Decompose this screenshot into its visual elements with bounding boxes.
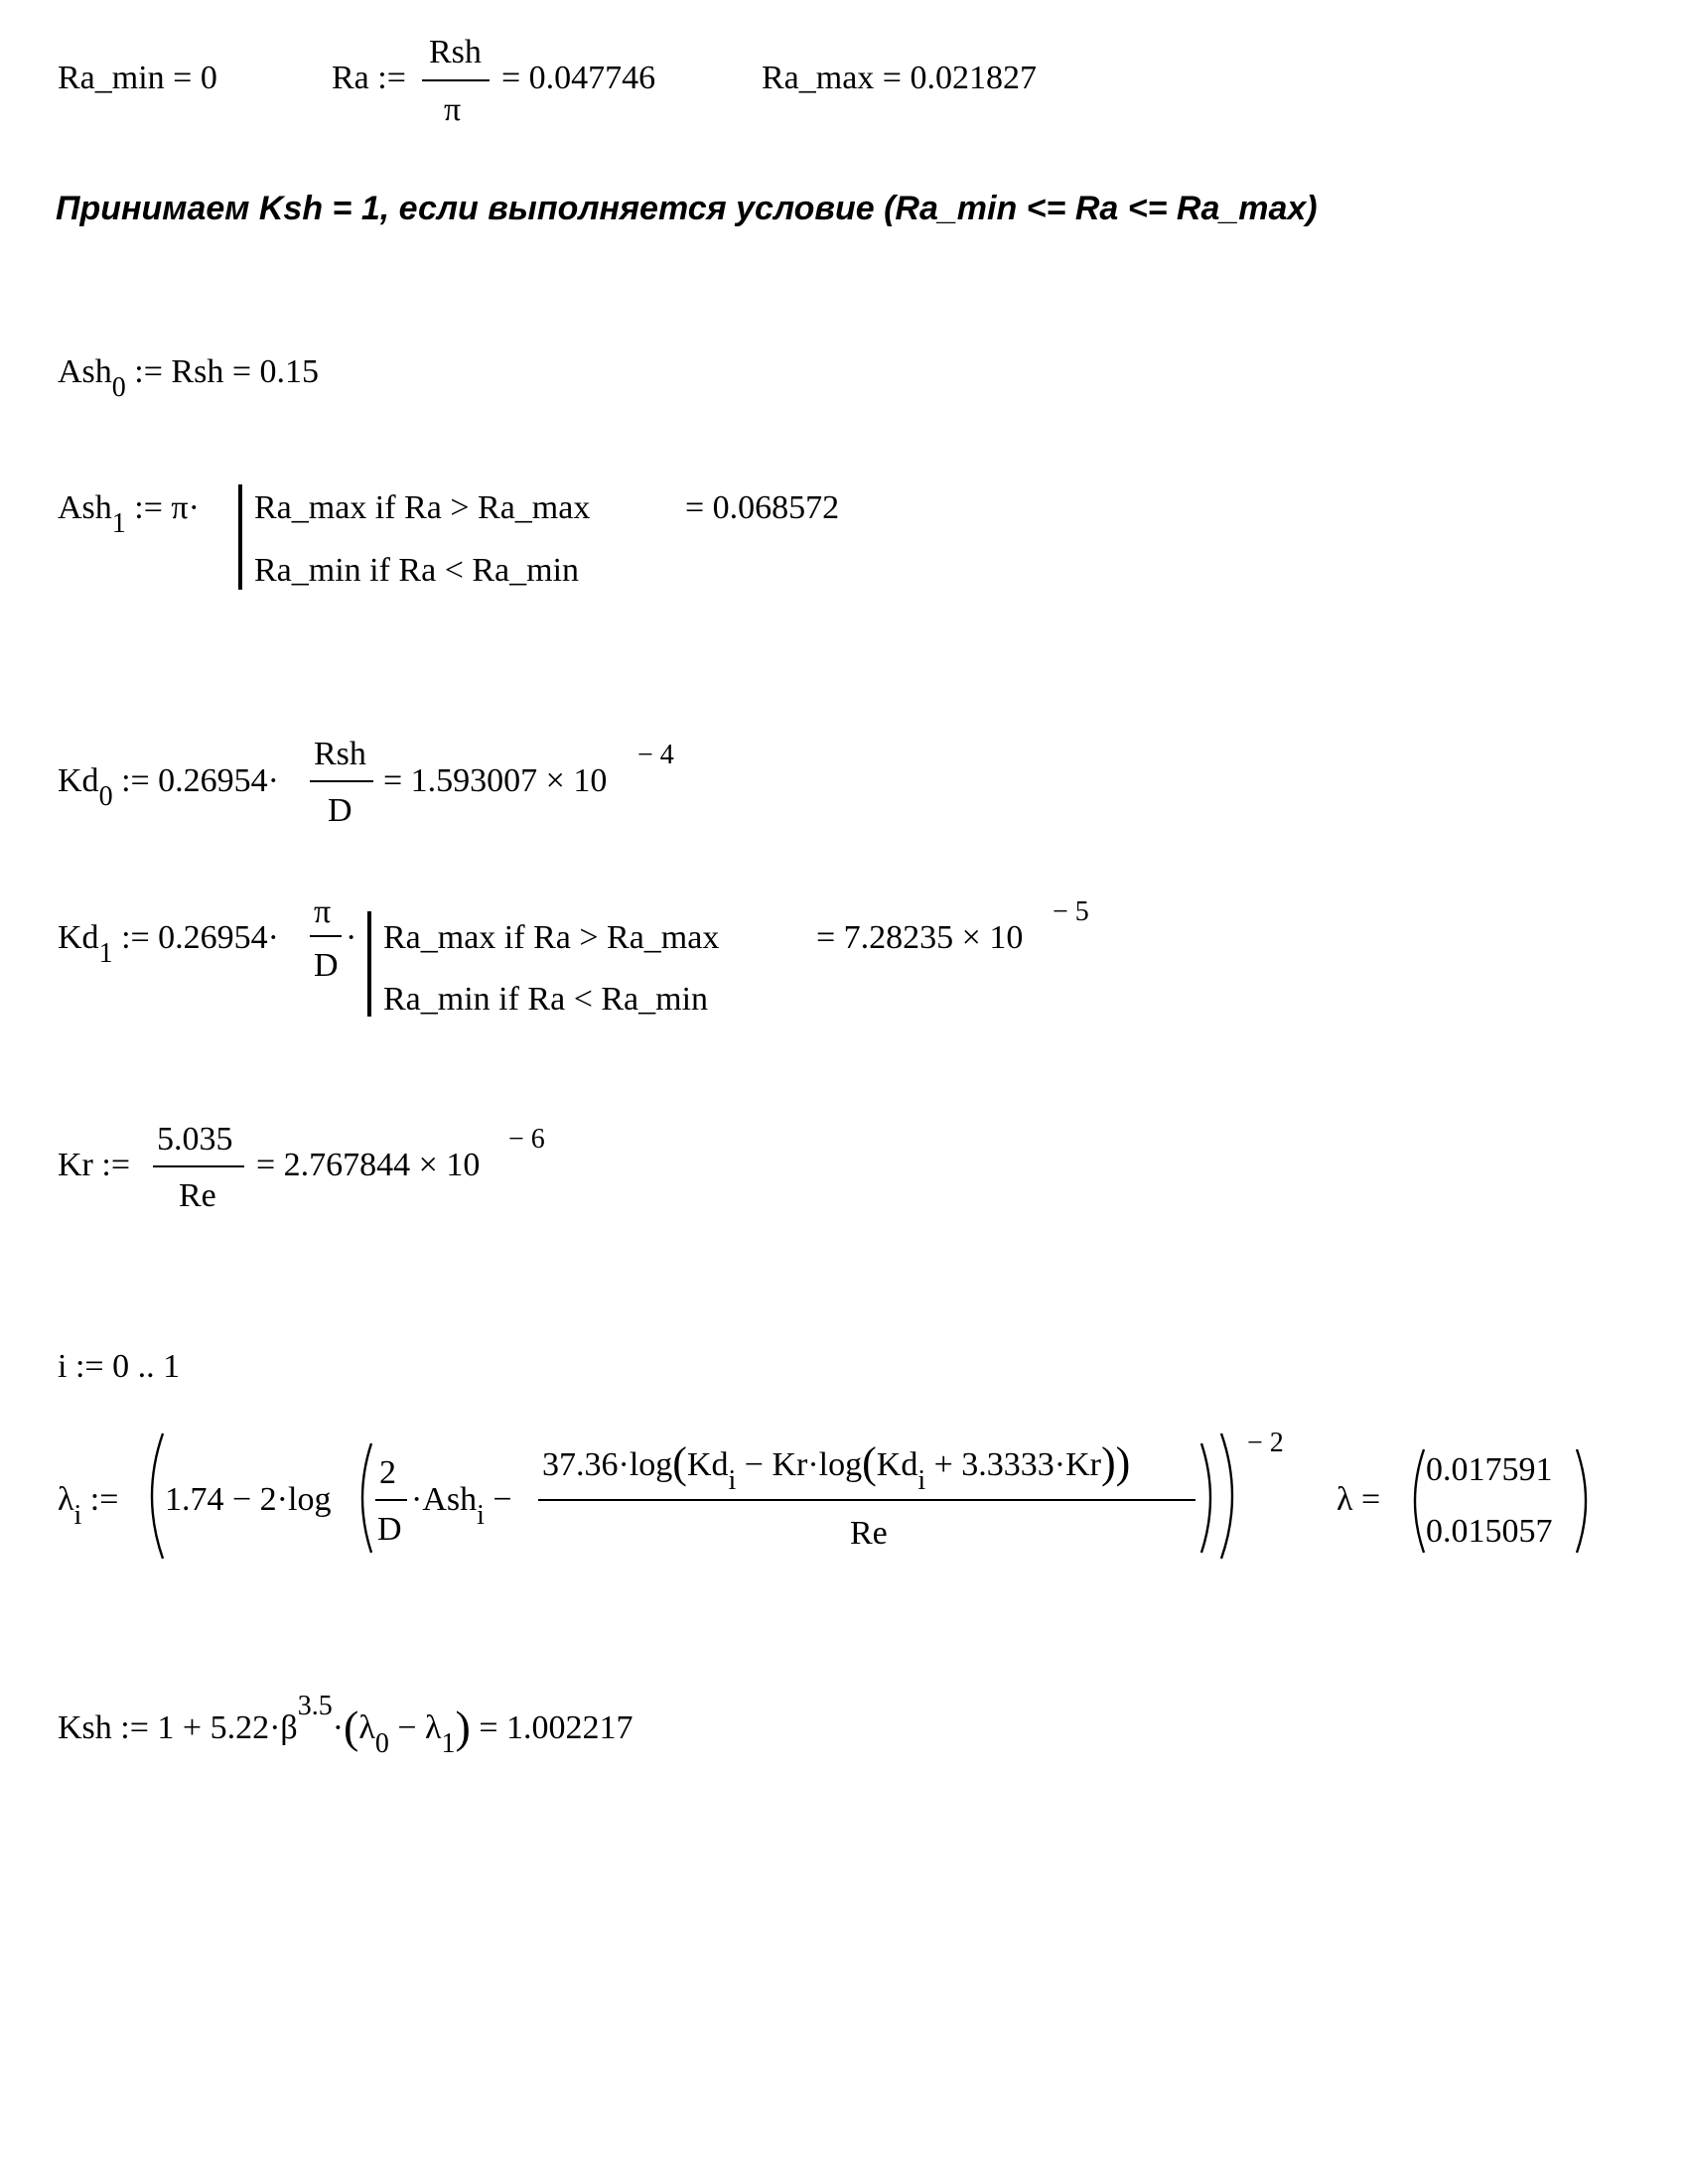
kd1-exponent: − 5	[1053, 896, 1089, 927]
vector-left-paren	[1404, 1447, 1428, 1555]
kd1-case-2: Ra_min if Ra < Ra_min	[383, 981, 709, 1018]
range-definition: i := 0 .. 1	[58, 1348, 181, 1385]
lambda-d: D	[377, 1511, 402, 1548]
lambda-big-denominator: Re	[850, 1515, 888, 1552]
ksh-result: = 1.002217	[479, 1709, 633, 1746]
ksh-minus: −	[397, 1709, 417, 1746]
lambda-ash-base: ·Ash	[411, 1481, 478, 1518]
kd0-numerator: Rsh	[314, 736, 366, 772]
kd0-subscript: 0	[98, 781, 113, 812]
lambda-num-kd2: Kd	[876, 1446, 918, 1483]
lambda-big-fraction-line	[538, 1499, 1196, 1501]
ksh-lambda-1-sub: 1	[441, 1728, 456, 1759]
kd1-case-bar	[367, 911, 371, 1017]
kd0-result: = 1.593007 × 10	[383, 762, 608, 799]
ash0-expression	[58, 353, 320, 403]
lambda-lhs	[58, 1481, 119, 1531]
kd0-denominator: D	[328, 792, 352, 829]
lambda-num-paren-open-2: (	[862, 1438, 877, 1487]
kd0-base: Kd	[58, 762, 99, 799]
ra-lhs: Ra :=	[332, 60, 406, 96]
lambda-outer-right-paren	[1215, 1432, 1245, 1561]
ash0-subscript: 0	[111, 372, 126, 403]
lambda-exponent: − 2	[1247, 1428, 1284, 1458]
kd0-lhs	[58, 762, 280, 812]
ra-denominator: π	[444, 91, 462, 128]
lambda-num-b: − Kr·log	[744, 1446, 863, 1483]
ksh-paren-open: (	[344, 1702, 359, 1752]
kr-exponent: − 6	[508, 1124, 545, 1155]
lambda-num-a: 37.36·log	[542, 1446, 673, 1483]
lambda-ash-subscript: i	[477, 1500, 485, 1531]
ksh-lambda-1: λ	[425, 1709, 442, 1746]
kd0-rest: := 0.26954·	[121, 762, 280, 799]
vector-right-paren	[1573, 1447, 1597, 1555]
lambda-num-i2: i	[917, 1465, 926, 1496]
lambda-two: 2	[379, 1454, 396, 1491]
kr-fraction-line	[153, 1165, 244, 1167]
kd1-base: Kd	[58, 919, 99, 956]
lambda-log-left-paren	[352, 1441, 375, 1555]
ksh-expression	[58, 1691, 633, 1759]
lambda-lhs-subscript: i	[73, 1500, 82, 1531]
ash1-subscript: 1	[111, 508, 126, 539]
ash0-base: Ash	[58, 353, 112, 390]
kr-denominator: Re	[179, 1177, 216, 1214]
lambda-assign: :=	[89, 1481, 119, 1518]
lambda-result-lhs: λ =	[1336, 1481, 1381, 1518]
ra-numerator: Rsh	[429, 34, 482, 70]
ksh-lambda-0-sub: 0	[374, 1728, 389, 1759]
condition-note: Принимаем Ksh = 1, если выполняется условие (Ra_min <= Ra <= Ra_max)	[56, 190, 1318, 227]
ksh-paren-close: )	[455, 1702, 471, 1752]
kd1-fraction-line	[310, 935, 342, 937]
ra-fraction-line	[422, 79, 490, 81]
kd1-lhs	[58, 919, 280, 969]
ash0-rest: := Rsh = 0.15	[134, 353, 320, 390]
ra-max-expression: Ra_max = 0.021827	[762, 60, 1037, 96]
lambda-num-c: + 3.3333·Kr	[933, 1446, 1101, 1483]
ash1-case-bar	[238, 484, 242, 590]
lambda-big-numerator	[542, 1438, 1131, 1496]
kd1-dot: ·	[346, 919, 357, 956]
kd1-rest: := 0.26954·	[121, 919, 280, 956]
ra-result: = 0.047746	[501, 60, 656, 96]
lambda-minus: −	[492, 1481, 512, 1518]
lambda-num-paren-close: ))	[1100, 1438, 1131, 1487]
kr-lhs: Kr :=	[58, 1147, 130, 1183]
kd1-case-1: Ra_max if Ra > Ra_max	[383, 919, 720, 956]
lambda-num-i1: i	[728, 1465, 737, 1496]
ksh-term-a: Ksh := 1 + 5.22·β	[58, 1709, 298, 1746]
kd1-subscript: 1	[98, 938, 113, 969]
kd0-fraction-line	[310, 780, 373, 782]
kd0-exponent: − 4	[637, 740, 674, 770]
kd1-numerator: π	[314, 893, 332, 930]
ash1-case-2: Ra_min if Ra < Ra_min	[254, 552, 580, 589]
lambda-value-1: 0.015057	[1426, 1513, 1553, 1550]
ksh-lambda-0: λ	[358, 1709, 375, 1746]
ash1-base: Ash	[58, 489, 112, 526]
ash1-result: = 0.068572	[685, 489, 840, 526]
lambda-two-over-d-line	[375, 1499, 407, 1501]
ra-min-expression: Ra_min = 0	[58, 60, 217, 96]
kd1-result: = 7.28235 × 10	[816, 919, 1024, 956]
lambda-value-0: 0.017591	[1426, 1451, 1553, 1488]
kd1-denominator: D	[314, 947, 339, 984]
kr-numerator: 5.035	[157, 1121, 233, 1158]
lambda-lhs-base: λ	[58, 1481, 74, 1518]
lambda-term-a: 1.74 − 2·log	[165, 1481, 332, 1518]
ash1-lhs	[58, 489, 200, 539]
ksh-dot: ·	[332, 1709, 345, 1746]
kr-result: = 2.767844 × 10	[256, 1147, 481, 1183]
ksh-exponent: 3.5	[297, 1691, 333, 1721]
ash1-rest: := π·	[134, 489, 200, 526]
lambda-num-paren-open-1: (	[672, 1438, 687, 1487]
lambda-num-kd: Kd	[686, 1446, 729, 1483]
lambda-ash	[411, 1481, 512, 1531]
ash1-case-1: Ra_max if Ra > Ra_max	[254, 489, 591, 526]
